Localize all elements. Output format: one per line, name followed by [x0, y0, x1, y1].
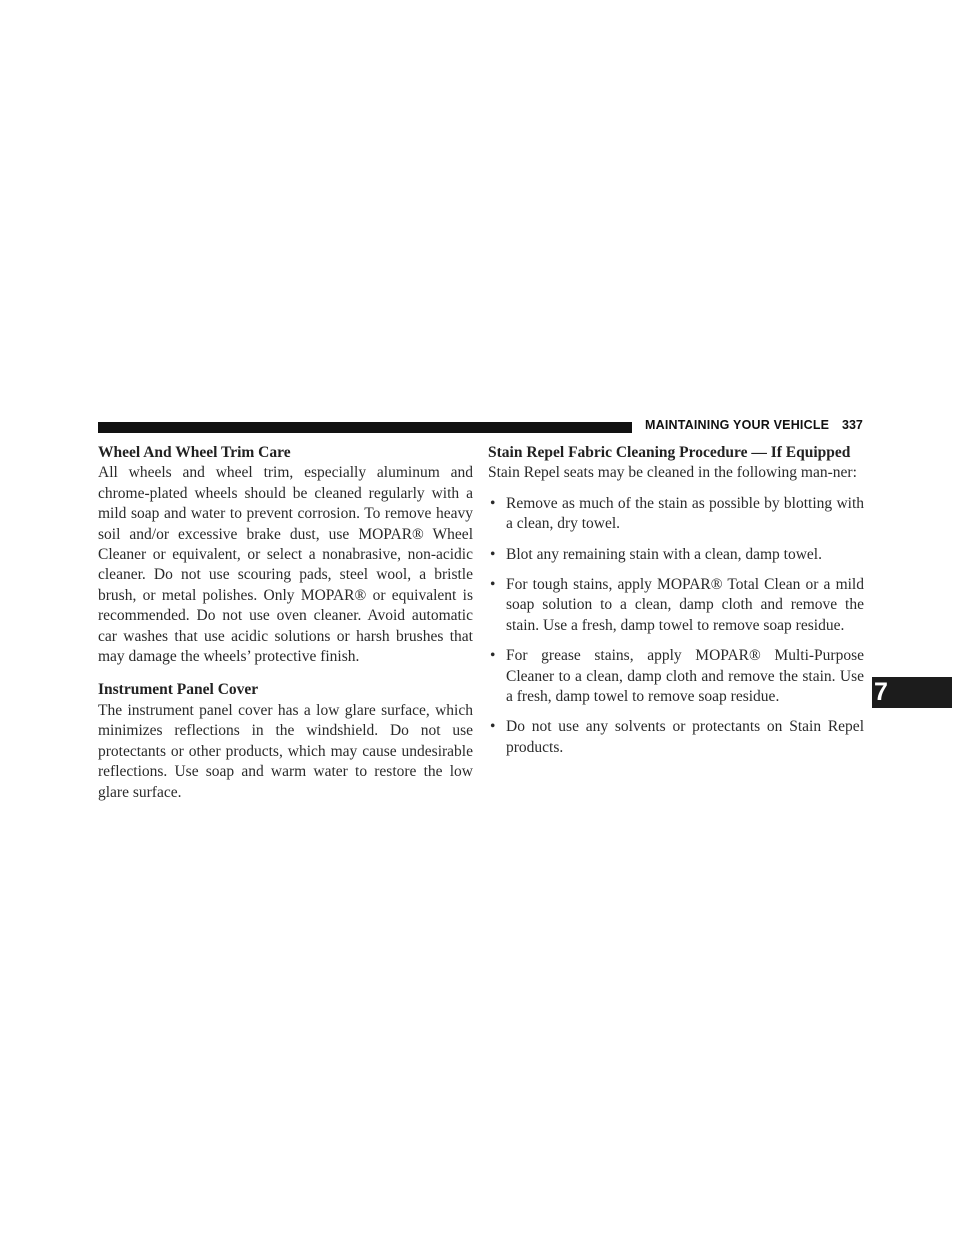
right-column — [488, 443, 864, 758]
list-item-text: Blot any remaining stain with a clean, damp towel. — [506, 545, 822, 563]
page-number: 337 — [842, 418, 863, 432]
instrument-panel-heading: Instrument Panel Cover — [98, 681, 259, 699]
section-title: MAINTAINING YOUR VEHICLE — [645, 418, 830, 432]
bullet-icon: • — [490, 545, 496, 563]
stain-repel-intro: Stain Repel seats may be cleaned in the following man-ner: — [488, 464, 857, 482]
bullet-icon: • — [490, 494, 496, 512]
list-item-text: For grease stains, apply MOPAR® Multi-Purpose Cleaner to a clean, damp cloth and remove the stain. Use a fresh, damp towel to remove soap residue. — [506, 647, 864, 706]
bullet-icon: • — [490, 576, 496, 594]
bullet-icon: • — [490, 718, 496, 736]
stain-repel-heading: Stain Repel Fabric Cleaning Procedure — If Equipped — [488, 444, 851, 461]
chapter-tab: 7 — [872, 677, 952, 708]
left-column — [98, 443, 473, 803]
header-rule — [98, 422, 632, 433]
list-item — [488, 545, 864, 565]
list-item — [488, 575, 864, 636]
list-item — [488, 494, 864, 535]
wheel-care-heading: Wheel And Wheel Trim Care — [98, 444, 291, 461]
stain-repel-list — [488, 494, 864, 758]
list-item — [488, 717, 864, 758]
list-item-text: Remove as much of the stain as possible by blotting with a clean, dry towel. — [506, 494, 864, 533]
list-item-text: For tough stains, apply MOPAR® Total Clean or a mild soap solution to a clean, damp cloth and remove the stain. Use a fresh, damp towel to remove soap residue. — [506, 576, 864, 634]
bullet-icon: • — [490, 647, 496, 665]
list-item-text: Do not use any solvents or protectants on Stain Repel products. — [506, 718, 864, 756]
instrument-panel-paragraph: The instrument panel cover has a low glare surface, which minimizes reflections in the windshield. Do not use protectants or other products, which may cause undesirable reflections. Use soap and warm water to restore the low glare surface. — [98, 701, 473, 801]
wheel-care-paragraph: All wheels and wheel trim, especially aluminum and chrome-plated wheels should be cleaned regularly with a mild soap and water to prevent corrosion. To remove heavy soil and/or excessive brake dust, use MOPAR® Wheel Cleaner or equivalent, or select a nonabrasive, non-acidic cleaner. Do not use scouring pads, steel wool, a bristle brush, or metal polishes. Only MOPAR® or equivalent is recommended. Do not use oven cleaner. Avoid automatic car washes that use acidic solutions or harsh brushes that may damage the wheels’ protective finish. — [98, 464, 473, 666]
list-item — [488, 646, 864, 707]
